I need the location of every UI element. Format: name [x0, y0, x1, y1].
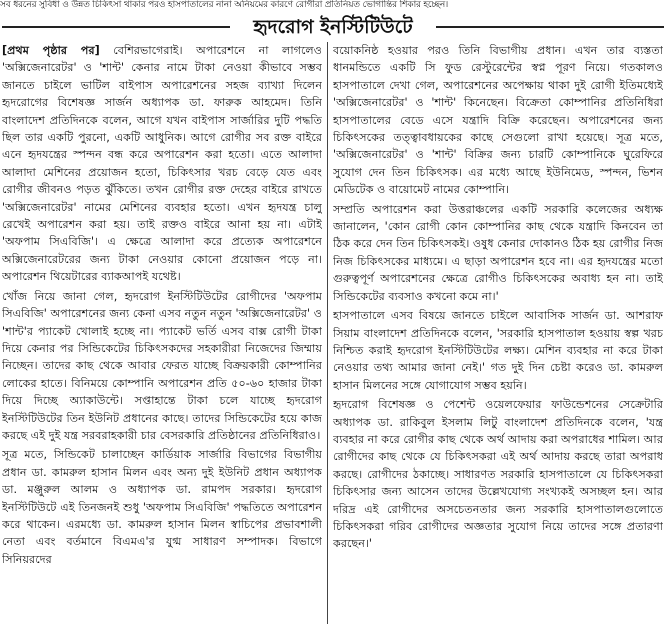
article-paragraph: হৃদরোগ বিশেষজ্ঞ ও পেশেন্ট ওয়েলফেয়ার ফাউন্ডেশনের সেক্রেটারি অধ্যাপক ডা. রাকিবুল ইসলাম লিটু বাংলাদেশ প্রতিদিনকে বলেন, 'যন্ত্র ব্যবহার না করে রোগীর কাছ থেকে অর্থ আদায় করা অপরাধের শামিল। আর রোগীদের কাছ থেকে যে চিকিৎসকরা এই অর্থ আদায় করছে তারা অপরাধ করছে। রোগীদের ঠকাচ্ছে। সাধারণত সরকারি হাসপাতালে যে চিকিৎসকরা চিকিৎসার জন্য আসেন তাদের উল্লেখযোগ্য সংখ্যকই অসচ্ছল হন। আর দরিদ্র এই রোগীদের অসচেতনতার জন্য সরকারি হাসপাতালগুলোতে চিকিৎসকরা গরিব রোগীদের অজ্ঞতার সুযোগ নিয়ে তাদের সঙ্গে প্রতারণা করছেন।' — [333, 398, 663, 551]
article-paragraph: সম্প্রতি অপারেশন করা উত্তরাঞ্চলের একটি সরকারি কলেজের অধ্যক্ষ জানালেন, 'কোন রোগী কোন কোম্পানির কাছ থেকে যন্ত্রাদি কিনবেন তা ঠিক করে দেন তিন চিকিৎসকই। ওষুধ কেনার দোকানও ঠিক হয় রোগীর নিজ নিজ চিকিৎসকের মাধ্যমে। এ ছাড়া অপারেশন হবে না। এর হৃদযন্ত্রের মতো গুরুত্বপূর্ণ অপারেশনের ক্ষেত্রে রোগীও চিকিৎসকের অবাধ্য হন না। তাই সিন্ডিকেটের ব্যবসাও কখনো কমে না।' — [333, 202, 663, 303]
article-paragraph — [2, 42, 322, 286]
continued-from-label: [প্রথম পৃষ্ঠার পর] — [2, 44, 100, 57]
column-divider — [327, 42, 328, 624]
headline-rule-right — [436, 26, 664, 28]
paragraph-text: বেশিরভাগেরাই। অপারেশনে না লাগলেও 'অক্সিজেনারেটর' ও 'শান্ট' কেনার নামে টাকা নেওয়া কীভাবে সম্ভব জানতে চাইলে ভাটিল বাইপাস অপারেশনের সহজ ব্যাখ্যা দিলেন হৃদরোগের বিশেষজ্ঞ সার্জন অধ্যাপক ডা. ফারুক আহমেদ। তিনি বাংলাদেশ প্রতিদিনকে বলেন, আগে যখন বাইপাস সার্জারির দুটি পদ্ধতি ছিল তার একটি পুরনো, একটি আধুনিক। আগে রোগীর সব রক্ত বাইরে এনে হৃদযন্ত্রের স্পন্দন বন্ধ করে অপারেশন করা হতো। এতে আলাদা আলাদা মেশিনের প্রয়োজন হতো, চিকিৎসার খরচ বেড়ে যেত এবং রোগীর জীবনও পড়ত ঝুঁকিতে। তখন রোগীর রক্ত দেহের বাইরে রাখতে 'অক্সিজেনারেটর' নামের মেশিনের ব্যবহার হতো। এখন হৃদযন্ত্র চালু রেখেই অপারেশন করা হয়। তাই রক্তও বাইরে আনা হয় না। এটাই 'অফপাম সিএবিজি'। এ ক্ষেত্রে আলাদা করে প্রত্যেক অপারেশনে অক্সিজেনারেটরের জন্য টাকা নেওয়ার কোনো প্রয়োজন পড়ে না। অপারেশন থিয়েটারের ব্যাকআপই যথেষ্ট। — [2, 44, 322, 284]
article-column-left — [2, 42, 322, 626]
article-headline: হৃদরোগ ইনস্টিটিউটে — [253, 16, 413, 38]
headline-rule-left — [2, 26, 230, 28]
headline-banner — [0, 14, 666, 40]
previous-article-strip: সব ধরনের সুবিধা ও উন্নত চিকিৎসা থাকার পরও হাসপাতালের নানা অনিয়মের কারণে রোগীরা প্রতিনিয়ত ভোগান্তির শিকার হচ্ছেন। — [0, 0, 449, 10]
article-paragraph: বয়োকনিষ্ঠ হওয়ার পরও তিনি বিভাগীয় প্রধান। এখন তার ব্যস্ততা ধানমন্ডিতে একটি সি ফুড রেস্টুরেন্টের স্বপ্ন পূরণ নিয়ে। গতকালও হাসপাতালে দেখা গেল, অপারেশনের অপেক্ষায় থাকা দুই রোগী ইতিমধ্যেই 'অক্সিজেনারেটর' ও 'শান্ট' কিনেছেন। বিক্রেতা কোম্পানির প্রতিনিধিরা হাসপাতালের বেডে এসে যন্ত্রাদি বিক্রি করেছেন। অপারেশনের জন্য চিকিৎসকের তত্ত্বাবধায়কের কাছে সেগুলো রাখা হয়েছে। সূত্র মতে, 'অক্সিজেনারেটর' ও 'শান্ট' বিক্রির জন্য চারটি কোম্পানিকে ঘুরেফিরে সুযোগ দেন তিন চিকিৎসক। এর মধ্যে আছে ইউনিমেড, স্পন্দন, ভিশন মেডিটেক ও বায়োমেট নামের কোম্পানি। — [333, 44, 663, 197]
article-paragraph: খোঁজ নিয়ে জানা গেল, হৃদরোগ ইনস্টিটিউটের রোগীদের 'অফপাম সিএবিজি' অপারেশনের জন্য কেনা এসব নতুন নতুন 'অক্সিজেনারেটর' ও 'শান্ট'র প্যাকেট খোলাই হচ্ছে না। প্যাকেট ভর্তি এসব বাক্স রোগী টাকা দিয়ে কেনার পর সিন্ডিকেটের চিকিৎসকদের সহকারীরা নিজেদের জিম্মায় নিচ্ছেন। তাদের কাছ থেকে আবার ফেরত যাচ্ছে বিক্রয়কারী কোম্পানির লোকের হাতে। বিনিময়ে কোম্পানি অপারেশন প্রতি ৫০-৬০ হাজার টাকা দিয়ে দিচ্ছে অ্যাকাউন্টে। সপ্তাহান্তে টাকা চলে যাচ্ছে হৃদরোগ ইনস্টিটিউটের তিন ইউনিট প্রধানের কাছে। তাদের সিন্ডিকেটের হয়ে কাজ করছে এই দুই যন্ত্র সরবরাহকারী চার বেসরকারি প্রতিষ্ঠানের প্রতিনিধিরাও। — [2, 289, 322, 442]
article-paragraph: সূত্র মতে, সিন্ডিকেট চালাচ্ছেন কার্ডিয়াক সার্জারি বিভাগের বিভাগীয় প্রধান ডা. কামরুল হাসান মিলন এবং অন্য দুই ইউনিট প্রধান অধ্যাপক ডা. মঞ্জুরুল আলম ও অধ্যাপক ডা. রামপদ সরকার। হৃদরোগ ইনস্টিটিউটে এই তিনজনই শুধু 'অফপাম সিএবিজি' পদ্ধতিতে অপারেশন করে থাকেন। এরমধ্যে ডা. কামরুল হাসান মিলন স্বাচিপের প্রভাবশালী নেতা এবং বর্তমানে বিএমএ'র যুগ্ম সাধারণ সম্পাদক। বিভাগে সিনিয়রদের — [2, 448, 322, 566]
article-paragraph: হাসপাতালে এসব বিষয়ে জানতে চাইলে আবাসিক সার্জন ডা. আশরাফ সিয়াম বাংলাদেশ প্রতিদিনকে বলেন, 'সরকারি হাসপাতাল হওয়ায় স্বল্প খরচ নিশ্চিত করাই হৃদরোগ ইনস্টিটিউটের লক্ষ্য। মেশিন ব্যবহার না করে টাকা নেওয়ার তথ্য আমার জানা নেই।' গত দুই দিন চেষ্টা করেও ডা. কামরুল হাসান মিলনের সঙ্গে যোগাযোগ সম্ভব হয়নি। — [333, 309, 663, 392]
article-column-right — [333, 42, 663, 626]
